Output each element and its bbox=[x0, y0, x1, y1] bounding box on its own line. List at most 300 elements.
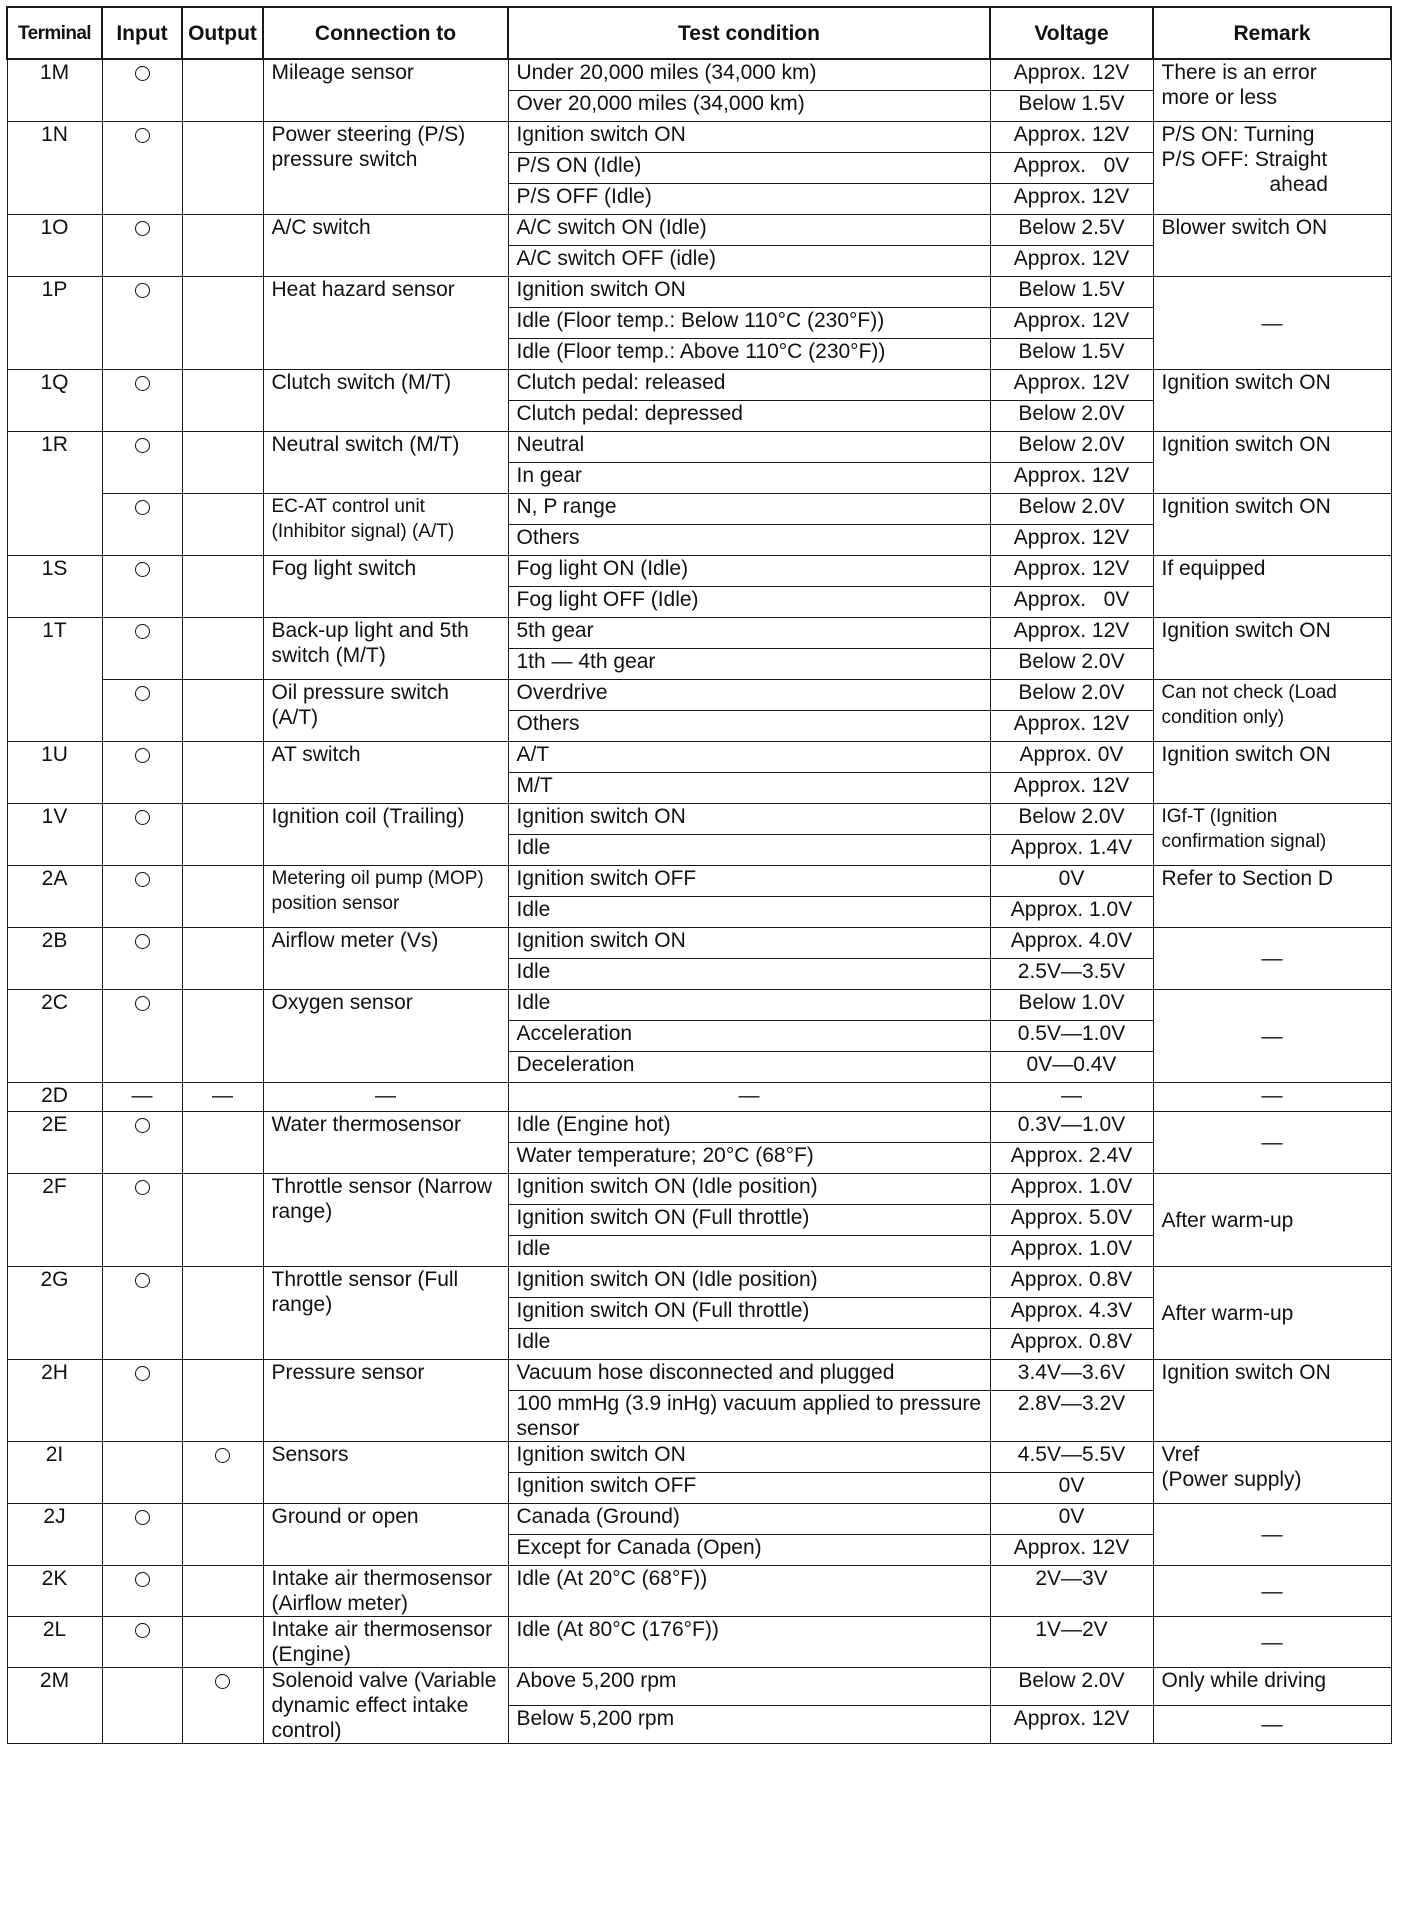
input-cell bbox=[102, 1504, 182, 1566]
table-row bbox=[7, 122, 1391, 153]
output-cell bbox=[182, 556, 263, 618]
table-row bbox=[7, 277, 1391, 308]
remark-line: P/S ON: Turning bbox=[1161, 123, 1315, 146]
voltage-cell: 3.4V—3.6V bbox=[990, 1360, 1153, 1391]
voltage-cell: Approx. 0V bbox=[990, 587, 1153, 618]
circle-mark-icon bbox=[135, 438, 150, 453]
condition-cell: Neutral bbox=[508, 432, 990, 463]
condition-cell: In gear bbox=[508, 463, 990, 494]
remark-line: — bbox=[1261, 1579, 1283, 1603]
input-cell bbox=[102, 618, 182, 680]
circle-mark-icon bbox=[135, 1623, 150, 1638]
connection-cell: Power steering (P/S) pressure switch bbox=[263, 122, 508, 215]
remark-cell bbox=[1153, 1504, 1391, 1566]
connection-cell: EC-AT control unit (Inhibitor signal) (A/T) bbox=[263, 494, 508, 556]
voltage-cell: Approx. 2.4V bbox=[990, 1143, 1153, 1174]
remark-line: Vref bbox=[1161, 1443, 1200, 1466]
connection-cell: Back-up light and 5th switch (M/T) bbox=[263, 618, 508, 680]
remark-cell bbox=[1153, 866, 1391, 928]
circle-mark-icon bbox=[135, 283, 150, 298]
condition-cell: M/T bbox=[508, 773, 990, 804]
input-cell bbox=[102, 215, 182, 277]
condition-cell: Vacuum hose disconnected and plugged bbox=[508, 1360, 990, 1391]
voltage-cell: Approx. 12V bbox=[990, 618, 1153, 649]
remark-cell bbox=[1153, 215, 1391, 277]
voltage-cell: Approx. 1.0V bbox=[990, 1174, 1153, 1205]
table-row bbox=[7, 1668, 1391, 1706]
voltage-cell: 0V—0.4V bbox=[990, 1052, 1153, 1083]
voltage-cell: Approx. 4.0V bbox=[990, 928, 1153, 959]
terminal-cell: 1N bbox=[7, 122, 102, 215]
connection-cell: Oxygen sensor bbox=[263, 990, 508, 1083]
input-cell bbox=[102, 59, 182, 122]
output-cell bbox=[182, 1442, 263, 1504]
circle-mark-icon bbox=[215, 1448, 230, 1463]
condition-cell: N, P range bbox=[508, 494, 990, 525]
remark-line: Refer to Section D bbox=[1161, 867, 1334, 890]
remark-cell bbox=[1153, 1360, 1391, 1442]
remark-cell bbox=[1153, 59, 1391, 122]
voltage-cell: Approx. 12V bbox=[990, 773, 1153, 804]
circle-mark-icon bbox=[135, 500, 150, 515]
condition-cell: P/S ON (Idle) bbox=[508, 153, 990, 184]
connection-cell: Solenoid valve (Variable dynamic effect intake control) bbox=[263, 1668, 508, 1744]
remark-cell bbox=[1153, 432, 1391, 494]
voltage-cell: Below 2.0V bbox=[990, 494, 1153, 525]
voltage-cell: Below 2.5V bbox=[990, 215, 1153, 246]
voltage-cell: Approx. 12V bbox=[990, 59, 1153, 91]
output-cell bbox=[182, 1174, 263, 1267]
condition-cell: Idle bbox=[508, 1329, 990, 1360]
remark-cell bbox=[1153, 1442, 1391, 1504]
condition-cell: Idle bbox=[508, 1236, 990, 1267]
voltage-cell: Approx. 0V bbox=[990, 742, 1153, 773]
voltage-cell: Approx. 12V bbox=[990, 370, 1153, 401]
output-cell bbox=[182, 928, 263, 990]
circle-mark-icon bbox=[135, 1273, 150, 1288]
output-cell bbox=[182, 1566, 263, 1617]
condition-cell: Ignition switch OFF bbox=[508, 1473, 990, 1504]
remark-line: — bbox=[1261, 1630, 1283, 1654]
table-row bbox=[7, 59, 1391, 91]
input-cell bbox=[102, 866, 182, 928]
remark-cell bbox=[1153, 1617, 1391, 1668]
condition-cell: Fog light ON (Idle) bbox=[508, 556, 990, 587]
remark-cell bbox=[1153, 1174, 1391, 1267]
input-cell bbox=[102, 1174, 182, 1267]
remark-line: confirmation signal) bbox=[1161, 831, 1327, 852]
output-cell bbox=[182, 742, 263, 804]
remark-line: Ignition switch ON bbox=[1161, 433, 1331, 456]
remark-line: — bbox=[1261, 1523, 1283, 1546]
connection-cell: Throttle sensor (Narrow range) bbox=[263, 1174, 508, 1267]
remark-line: Ignition switch ON bbox=[1161, 743, 1331, 766]
condition-cell: Over 20,000 miles (34,000 km) bbox=[508, 91, 990, 122]
voltage-cell: Approx. 12V bbox=[990, 1706, 1153, 1744]
voltage-cell: 2V—3V bbox=[990, 1566, 1153, 1617]
circle-mark-icon bbox=[135, 686, 150, 701]
connection-cell: Heat hazard sensor bbox=[263, 277, 508, 370]
terminal-cell: 2B bbox=[7, 928, 102, 990]
condition-cell: 5th gear bbox=[508, 618, 990, 649]
input-cell bbox=[102, 432, 182, 494]
connection-cell: Throttle sensor (Full range) bbox=[263, 1267, 508, 1360]
condition-cell: Under 20,000 miles (34,000 km) bbox=[508, 59, 990, 91]
output-cell bbox=[182, 59, 263, 122]
voltage-cell: Approx. 1.4V bbox=[990, 835, 1153, 866]
remark-line: — bbox=[1261, 1131, 1283, 1154]
terminal-cell: 1V bbox=[7, 804, 102, 866]
condition-cell: Ignition switch OFF bbox=[508, 866, 990, 897]
output-cell bbox=[182, 1112, 263, 1174]
input-cell bbox=[102, 122, 182, 215]
connection-cell: Intake air thermosensor (Engine) bbox=[263, 1617, 508, 1668]
condition-cell: Deceleration bbox=[508, 1052, 990, 1083]
connection-cell: Ground or open bbox=[263, 1504, 508, 1566]
condition-cell: A/C switch ON (Idle) bbox=[508, 215, 990, 246]
circle-mark-icon bbox=[135, 1572, 150, 1587]
table-row bbox=[7, 1174, 1391, 1205]
output-cell bbox=[182, 990, 263, 1083]
output-cell bbox=[182, 122, 263, 215]
voltage-cell: Approx. 1.0V bbox=[990, 897, 1153, 928]
condition-cell: Ignition switch ON bbox=[508, 928, 990, 959]
terminal-cell: 1T bbox=[7, 618, 102, 742]
remark-cell bbox=[1153, 928, 1391, 990]
header-connection: Connection to bbox=[263, 7, 508, 59]
terminal-cell: 2J bbox=[7, 1504, 102, 1566]
condition-cell: Ignition switch ON (Full throttle) bbox=[508, 1205, 990, 1236]
input-cell bbox=[102, 1617, 182, 1668]
voltage-cell: Below 1.5V bbox=[990, 339, 1153, 370]
circle-mark-icon bbox=[135, 562, 150, 577]
condition-cell: Except for Canada (Open) bbox=[508, 1535, 990, 1566]
condition-cell: Idle bbox=[508, 990, 990, 1021]
connection-cell: Oil pressure switch (A/T) bbox=[263, 680, 508, 742]
condition-cell: Idle (At 20°C (68°F)) bbox=[508, 1566, 990, 1617]
voltage-cell: 2.5V—3.5V bbox=[990, 959, 1153, 990]
terminal-cell: 2M bbox=[7, 1668, 102, 1744]
terminal-cell: 2I bbox=[7, 1442, 102, 1504]
connection-cell: Neutral switch (M/T) bbox=[263, 432, 508, 494]
input-cell bbox=[102, 494, 182, 556]
voltage-cell: Approx. 12V bbox=[990, 463, 1153, 494]
voltage-cell: Below 2.0V bbox=[990, 804, 1153, 835]
condition-cell: Water temperature; 20°C (68°F) bbox=[508, 1143, 990, 1174]
input-cell bbox=[102, 556, 182, 618]
header-input: Input bbox=[102, 7, 182, 59]
remark-cell bbox=[1153, 804, 1391, 866]
voltage-cell: Below 2.0V bbox=[990, 680, 1153, 711]
remark-cell bbox=[1153, 494, 1391, 556]
remark-cell: Only while driving bbox=[1153, 1668, 1391, 1706]
condition-cell: Ignition switch ON bbox=[508, 1442, 990, 1473]
condition-cell: Overdrive bbox=[508, 680, 990, 711]
remark-line: Ignition switch ON bbox=[1161, 1361, 1331, 1384]
table-row bbox=[7, 1566, 1391, 1617]
condition-cell: Acceleration bbox=[508, 1021, 990, 1052]
input-cell bbox=[102, 1442, 182, 1504]
circle-mark-icon bbox=[135, 221, 150, 236]
terminal-cell: 2A bbox=[7, 866, 102, 928]
connection-cell: Sensors bbox=[263, 1442, 508, 1504]
voltage-cell: 0V bbox=[990, 1473, 1153, 1504]
connection-cell: Mileage sensor bbox=[263, 59, 508, 122]
table-row bbox=[7, 804, 1391, 835]
table-row bbox=[7, 556, 1391, 587]
remark-line: P/S OFF: Straight bbox=[1161, 148, 1328, 171]
connection-cell: Water thermosensor bbox=[263, 1112, 508, 1174]
connection-cell: Airflow meter (Vs) bbox=[263, 928, 508, 990]
voltage-cell: Below 2.0V bbox=[990, 649, 1153, 680]
connection-cell: Ignition coil (Trailing) bbox=[263, 804, 508, 866]
table-row bbox=[7, 1112, 1391, 1143]
terminal-voltage-table bbox=[6, 6, 1392, 1744]
remark-line: Ignition switch ON bbox=[1161, 495, 1331, 518]
voltage-cell: Approx. 4.3V bbox=[990, 1298, 1153, 1329]
terminal-cell: 2H bbox=[7, 1360, 102, 1442]
output-cell bbox=[182, 618, 263, 680]
remark-line: Ignition switch ON bbox=[1161, 619, 1331, 642]
table-row bbox=[7, 1504, 1391, 1535]
voltage-cell: Approx. 12V bbox=[990, 525, 1153, 556]
voltage-cell: 2.8V—3.2V bbox=[990, 1391, 1153, 1442]
input-cell bbox=[102, 928, 182, 990]
voltage-cell: Approx. 5.0V bbox=[990, 1205, 1153, 1236]
terminal-cell: 1M bbox=[7, 59, 102, 122]
connection-cell: Intake air thermosensor (Airflow meter) bbox=[263, 1566, 508, 1617]
voltage-cell: Below 1.5V bbox=[990, 91, 1153, 122]
input-cell bbox=[102, 1112, 182, 1174]
remark-cell bbox=[1153, 370, 1391, 432]
voltage-cell: Approx. 0.8V bbox=[990, 1267, 1153, 1298]
output-cell bbox=[182, 1267, 263, 1360]
voltage-cell: Approx. 12V bbox=[990, 711, 1153, 742]
voltage-cell: Approx. 12V bbox=[990, 122, 1153, 153]
remark-cell bbox=[1153, 990, 1391, 1083]
table-row bbox=[7, 1267, 1391, 1298]
circle-mark-icon bbox=[135, 996, 150, 1011]
terminal-cell: 2D bbox=[7, 1083, 102, 1112]
condition-cell: Idle (Floor temp.: Above 110°C (230°F)) bbox=[508, 339, 990, 370]
output-cell bbox=[182, 370, 263, 432]
condition-cell: Clutch pedal: released bbox=[508, 370, 990, 401]
voltage-cell: 0V bbox=[990, 1504, 1153, 1535]
condition-cell: Idle (At 80°C (176°F)) bbox=[508, 1617, 990, 1668]
input-cell bbox=[102, 370, 182, 432]
remark-line: Blower switch ON bbox=[1161, 216, 1328, 239]
header-row bbox=[7, 7, 1391, 59]
header-voltage: Voltage bbox=[990, 7, 1153, 59]
remark-line: ahead bbox=[1269, 173, 1328, 196]
circle-mark-icon bbox=[135, 376, 150, 391]
remark-line: If equipped bbox=[1161, 557, 1266, 580]
output-cell bbox=[182, 1504, 263, 1566]
terminal-cell: 1U bbox=[7, 742, 102, 804]
voltage-cell: Approx. 1.0V bbox=[990, 1236, 1153, 1267]
condition-cell: Idle bbox=[508, 835, 990, 866]
table-row bbox=[7, 432, 1391, 463]
voltage-cell: Approx. 12V bbox=[990, 1535, 1153, 1566]
table-row bbox=[7, 618, 1391, 649]
input-cell bbox=[102, 742, 182, 804]
remark-cell bbox=[1153, 742, 1391, 804]
dash-cell: — bbox=[1153, 1083, 1391, 1112]
remark-line: — bbox=[1261, 311, 1283, 335]
output-cell bbox=[182, 1668, 263, 1744]
circle-mark-icon bbox=[135, 810, 150, 825]
terminal-cell: 1O bbox=[7, 215, 102, 277]
voltage-cell: Below 1.0V bbox=[990, 990, 1153, 1021]
voltage-cell: 0.3V—1.0V bbox=[990, 1112, 1153, 1143]
remark-line: more or less bbox=[1161, 86, 1278, 109]
remark-cell bbox=[1153, 1112, 1391, 1174]
dash-cell: — bbox=[263, 1083, 508, 1112]
table-row bbox=[7, 215, 1391, 246]
condition-cell: Ignition switch ON bbox=[508, 277, 990, 308]
terminal-cell: 2C bbox=[7, 990, 102, 1083]
connection-cell: AT switch bbox=[263, 742, 508, 804]
remark-line: After warm-up bbox=[1161, 1301, 1294, 1325]
remark-cell bbox=[1153, 277, 1391, 370]
table-row bbox=[7, 370, 1391, 401]
output-cell bbox=[182, 215, 263, 277]
terminal-cell: 2F bbox=[7, 1174, 102, 1267]
table-row bbox=[7, 1083, 1391, 1112]
input-cell bbox=[102, 1566, 182, 1617]
header-remark: Remark bbox=[1153, 7, 1391, 59]
output-cell bbox=[182, 804, 263, 866]
voltage-cell: 4.5V—5.5V bbox=[990, 1442, 1153, 1473]
remark-line: — bbox=[1261, 947, 1283, 970]
remark-line: There is an error bbox=[1161, 61, 1317, 84]
header-terminal: Terminal bbox=[7, 7, 102, 59]
condition-cell: Clutch pedal: depressed bbox=[508, 401, 990, 432]
terminal-cell: 2K bbox=[7, 1566, 102, 1617]
condition-cell: Idle (Floor temp.: Below 110°C (230°F)) bbox=[508, 308, 990, 339]
remark-line: Can not check (Load bbox=[1161, 682, 1337, 703]
condition-cell: Ignition switch ON bbox=[508, 122, 990, 153]
remark-cell bbox=[1153, 1267, 1391, 1360]
dash-cell: — bbox=[508, 1083, 990, 1112]
table-row bbox=[7, 1360, 1391, 1391]
condition-cell: 1th — 4th gear bbox=[508, 649, 990, 680]
condition-cell: Idle (Engine hot) bbox=[508, 1112, 990, 1143]
output-cell bbox=[182, 1617, 263, 1668]
input-cell bbox=[102, 1267, 182, 1360]
terminal-cell: 1P bbox=[7, 277, 102, 370]
voltage-cell: Approx. 0V bbox=[990, 153, 1153, 184]
circle-mark-icon bbox=[135, 1118, 150, 1133]
voltage-cell: Below 2.0V bbox=[990, 432, 1153, 463]
input-cell bbox=[102, 1668, 182, 1744]
connection-cell: Clutch switch (M/T) bbox=[263, 370, 508, 432]
terminal-cell: 2L bbox=[7, 1617, 102, 1668]
remark-line: Ignition switch ON bbox=[1161, 371, 1331, 394]
input-cell bbox=[102, 990, 182, 1083]
input-cell bbox=[102, 1360, 182, 1442]
condition-cell: Ignition switch ON bbox=[508, 804, 990, 835]
condition-cell: Above 5,200 rpm bbox=[508, 1668, 990, 1706]
terminal-table-sheet bbox=[6, 6, 1390, 1744]
remark-line: condition only) bbox=[1161, 707, 1285, 728]
condition-cell: Ignition switch ON (Full throttle) bbox=[508, 1298, 990, 1329]
condition-cell: A/T bbox=[508, 742, 990, 773]
remark-cell bbox=[1153, 122, 1391, 215]
condition-cell: P/S OFF (Idle) bbox=[508, 184, 990, 215]
table-row bbox=[7, 866, 1391, 897]
voltage-cell: 0.5V—1.0V bbox=[990, 1021, 1153, 1052]
remark-line: (Power supply) bbox=[1161, 1468, 1302, 1491]
condition-cell: Idle bbox=[508, 959, 990, 990]
header-output: Output bbox=[182, 7, 263, 59]
voltage-cell: 1V—2V bbox=[990, 1617, 1153, 1668]
output-cell bbox=[182, 432, 263, 494]
output-cell bbox=[182, 680, 263, 742]
condition-cell: Canada (Ground) bbox=[508, 1504, 990, 1535]
terminal-cell: 2G bbox=[7, 1267, 102, 1360]
condition-cell: Ignition switch ON (Idle position) bbox=[508, 1174, 990, 1205]
voltage-cell: Approx. 12V bbox=[990, 308, 1153, 339]
input-cell bbox=[102, 680, 182, 742]
voltage-cell: Approx. 12V bbox=[990, 246, 1153, 277]
remark-cell bbox=[1153, 680, 1391, 742]
output-cell bbox=[182, 494, 263, 556]
dash-cell: — bbox=[990, 1083, 1153, 1112]
terminal-cell: 2E bbox=[7, 1112, 102, 1174]
terminal-cell: 1S bbox=[7, 556, 102, 618]
connection-cell: Pressure sensor bbox=[263, 1360, 508, 1442]
table-row bbox=[7, 990, 1391, 1021]
circle-mark-icon bbox=[135, 872, 150, 887]
condition-cell: Others bbox=[508, 711, 990, 742]
table-row bbox=[7, 928, 1391, 959]
voltage-cell: 0V bbox=[990, 866, 1153, 897]
circle-mark-icon bbox=[135, 748, 150, 763]
condition-cell: Idle bbox=[508, 897, 990, 928]
condition-cell: Fog light OFF (Idle) bbox=[508, 587, 990, 618]
remark-cell bbox=[1153, 1566, 1391, 1617]
terminal-cell: 1Q bbox=[7, 370, 102, 432]
circle-mark-icon bbox=[135, 1510, 150, 1525]
remark-line: IGf-T (Ignition bbox=[1161, 806, 1278, 827]
circle-mark-icon bbox=[135, 1366, 150, 1381]
output-cell bbox=[182, 1360, 263, 1442]
connection-cell: Fog light switch bbox=[263, 556, 508, 618]
voltage-cell: Below 2.0V bbox=[990, 1668, 1153, 1706]
condition-cell: A/C switch OFF (idle) bbox=[508, 246, 990, 277]
table-row bbox=[7, 1442, 1391, 1473]
circle-mark-icon bbox=[135, 128, 150, 143]
input-cell bbox=[102, 804, 182, 866]
remark-line: After warm-up bbox=[1161, 1208, 1294, 1232]
remark-cell: — bbox=[1153, 1706, 1391, 1744]
circle-mark-icon bbox=[215, 1674, 230, 1689]
circle-mark-icon bbox=[135, 934, 150, 949]
condition-cell: Others bbox=[508, 525, 990, 556]
input-cell bbox=[102, 277, 182, 370]
remark-line: — bbox=[1261, 1024, 1283, 1048]
voltage-cell: Approx. 12V bbox=[990, 184, 1153, 215]
connection-cell: Metering oil pump (MOP) position sensor bbox=[263, 866, 508, 928]
output-cell bbox=[182, 277, 263, 370]
terminal-cell: 1R bbox=[7, 432, 102, 556]
table-row bbox=[7, 1617, 1391, 1668]
circle-mark-icon bbox=[135, 66, 150, 81]
table-body bbox=[7, 59, 1391, 1744]
table-row bbox=[7, 742, 1391, 773]
condition-cell: 100 mmHg (3.9 inHg) vacuum applied to pressure sensor bbox=[508, 1391, 990, 1442]
